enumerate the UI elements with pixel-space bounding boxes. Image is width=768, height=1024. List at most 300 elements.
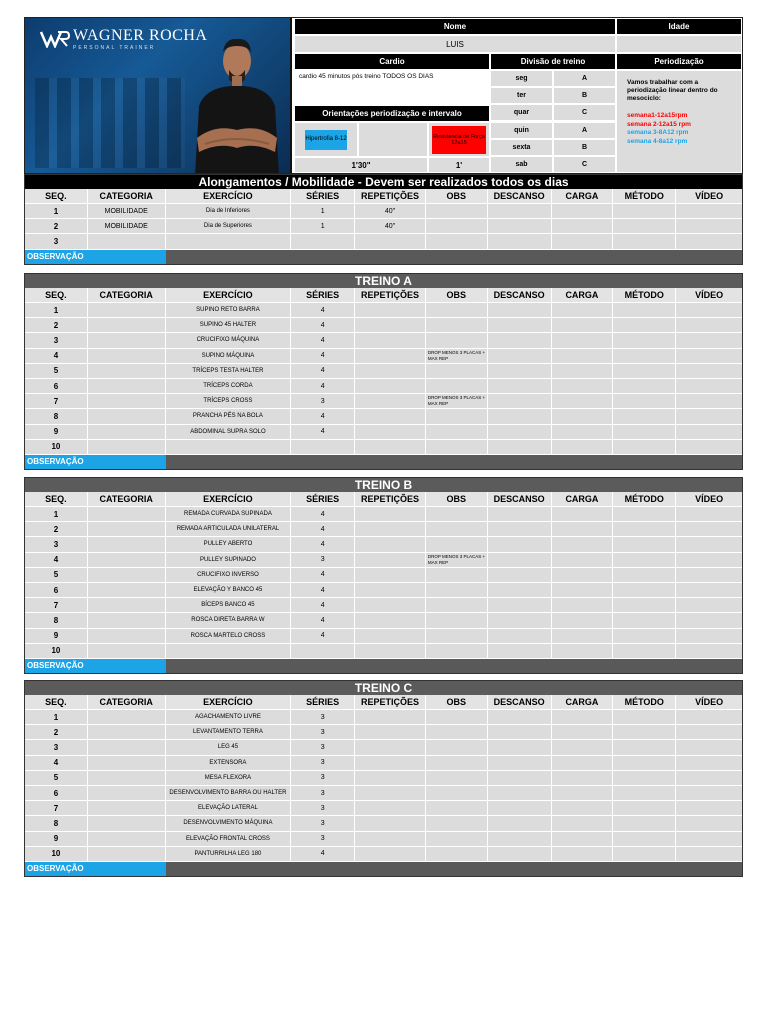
cell-obs[interactable] [426, 847, 488, 862]
division-day: sab [490, 156, 553, 173]
cell-exercise: ABDOMINAL SUPRA SOLO [166, 425, 292, 440]
cell-obs[interactable] [426, 740, 488, 755]
cell-method[interactable] [613, 816, 676, 831]
cell-obs[interactable] [426, 613, 488, 628]
cell-video[interactable] [676, 816, 742, 831]
cell-category [88, 349, 166, 364]
cell-obs[interactable] [426, 537, 488, 552]
table-row [25, 537, 742, 552]
cell-method[interactable] [613, 568, 676, 583]
cell-obs[interactable] [426, 568, 488, 583]
division-plan: A [553, 70, 616, 87]
division-day: quar [490, 104, 553, 121]
cell-obs[interactable] [426, 816, 488, 831]
cell-seq: 8 [25, 816, 88, 831]
cell-rest[interactable] [488, 440, 552, 455]
cell-load[interactable] [552, 756, 614, 771]
cell-video[interactable] [676, 379, 742, 394]
cell-reps[interactable] [355, 832, 426, 847]
cell-sets: 4 [291, 522, 355, 537]
training-table [24, 680, 743, 877]
column-header-load: CARGA [552, 492, 614, 507]
cell-obs[interactable]: DROP MENOS 3 PLACAS + MAX REP [426, 394, 488, 409]
cell-rest[interactable] [488, 379, 552, 394]
cell-reps[interactable] [355, 771, 426, 786]
cell-seq: 1 [25, 710, 88, 725]
cell-reps[interactable] [355, 847, 426, 862]
observation-row [25, 862, 742, 876]
cell-obs[interactable] [426, 786, 488, 801]
column-header-obs: OBS [426, 695, 488, 710]
cell-load[interactable] [552, 771, 614, 786]
cell-load[interactable] [552, 832, 614, 847]
cell-rest[interactable] [488, 786, 552, 801]
cardio-text: cardio 45 minutos pós treino TODOS OS DIAS [294, 70, 490, 105]
cell-exercise: PULLEY ABERTO [166, 537, 292, 552]
column-header-obs: OBS [426, 492, 488, 507]
table-row [25, 394, 742, 409]
cell-video[interactable] [676, 522, 742, 537]
cell-load[interactable] [552, 440, 614, 455]
cell-category [88, 522, 166, 537]
cell-seq: 1 [25, 204, 88, 219]
observation-label: OBSERVAÇÃO [25, 862, 166, 876]
table-row [25, 318, 742, 333]
table-row [25, 333, 742, 348]
age-value[interactable] [616, 35, 742, 53]
cell-rest[interactable] [488, 349, 552, 364]
cell-load[interactable] [552, 568, 614, 583]
column-header-reps: REPETIÇÕES [355, 288, 426, 303]
cell-load[interactable] [552, 801, 614, 816]
cell-load[interactable] [552, 234, 614, 249]
cell-rest[interactable] [488, 234, 552, 249]
cell-reps[interactable]: 40" [355, 219, 426, 234]
cell-reps[interactable] [355, 740, 426, 755]
periodization-intro: Vamos trabalhar com a periodização linear dentro do mesociclo: [627, 79, 718, 102]
cell-video[interactable] [676, 771, 742, 786]
cell-video[interactable] [676, 832, 742, 847]
cell-category [88, 394, 166, 409]
cell-video[interactable] [676, 598, 742, 613]
cell-method[interactable] [613, 553, 676, 568]
cell-category [88, 725, 166, 740]
cell-method[interactable] [613, 364, 676, 379]
cell-video[interactable] [676, 725, 742, 740]
column-header-category: CATEGORIA [88, 695, 166, 710]
cell-obs[interactable] [426, 598, 488, 613]
cell-rest[interactable] [488, 204, 552, 219]
cell-method[interactable] [613, 786, 676, 801]
cell-sets: 3 [291, 394, 355, 409]
cell-rest[interactable] [488, 507, 552, 522]
cell-method[interactable] [613, 234, 676, 249]
cell-exercise: Dia de Superiores [166, 219, 292, 234]
cell-rest[interactable] [488, 425, 552, 440]
cell-obs[interactable] [426, 440, 488, 455]
cell-method[interactable] [613, 629, 676, 644]
cell-rest[interactable] [488, 568, 552, 583]
cell-obs[interactable] [426, 333, 488, 348]
cell-reps[interactable] [355, 303, 426, 318]
cell-method[interactable] [613, 537, 676, 552]
cell-load[interactable] [552, 364, 614, 379]
cell-obs[interactable] [426, 801, 488, 816]
cell-obs[interactable] [426, 710, 488, 725]
cell-video[interactable] [676, 507, 742, 522]
name-value[interactable]: LUIS [294, 35, 616, 53]
cell-obs[interactable] [426, 629, 488, 644]
division-day: sexta [490, 139, 553, 156]
cell-method[interactable] [613, 725, 676, 740]
cell-load[interactable] [552, 219, 614, 234]
observation-row [25, 455, 742, 469]
cell-reps[interactable] [355, 568, 426, 583]
cell-sets: 4 [291, 333, 355, 348]
cell-reps[interactable] [355, 333, 426, 348]
cell-method[interactable] [613, 598, 676, 613]
cell-reps[interactable] [355, 786, 426, 801]
cell-exercise: Dia de Inferiores [166, 204, 292, 219]
cell-category [88, 333, 166, 348]
cell-obs[interactable] [426, 379, 488, 394]
cell-video[interactable] [676, 740, 742, 755]
cell-obs[interactable] [426, 318, 488, 333]
cell-video[interactable] [676, 303, 742, 318]
cell-exercise: SUPINO MÁQUINA [166, 349, 292, 364]
table-row [25, 725, 742, 740]
cell-video[interactable] [676, 613, 742, 628]
table-row [25, 710, 742, 725]
cell-obs[interactable] [426, 425, 488, 440]
column-header-seq: SEQ. [25, 695, 88, 710]
cell-sets: 4 [291, 379, 355, 394]
cell-category [88, 816, 166, 831]
cell-reps[interactable] [355, 553, 426, 568]
cell-load[interactable] [552, 507, 614, 522]
cell-reps[interactable] [355, 644, 426, 659]
cell-reps[interactable] [355, 394, 426, 409]
weeks-list [627, 112, 691, 146]
cell-reps[interactable] [355, 583, 426, 598]
cell-reps[interactable] [355, 598, 426, 613]
cell-method[interactable] [613, 440, 676, 455]
cell-reps[interactable] [355, 725, 426, 740]
table-row [25, 832, 742, 847]
cell-obs[interactable] [426, 409, 488, 424]
cell-rest[interactable] [488, 801, 552, 816]
cell-exercise: DESENVOLVIMENTO BARRA OU HALTER [166, 786, 292, 801]
cell-method[interactable] [613, 333, 676, 348]
cell-rest[interactable] [488, 756, 552, 771]
cell-reps[interactable] [355, 364, 426, 379]
cell-obs[interactable]: DROP MENOS 3 PLACAS + MAX REP [426, 553, 488, 568]
cell-method[interactable] [613, 583, 676, 598]
cell-load[interactable] [552, 425, 614, 440]
cell-category [88, 598, 166, 613]
cell-load[interactable] [552, 409, 614, 424]
cell-sets: 4 [291, 847, 355, 862]
division-plan: B [553, 139, 616, 156]
cell-obs[interactable] [426, 219, 488, 234]
cell-method[interactable] [613, 832, 676, 847]
cell-sets: 4 [291, 598, 355, 613]
cell-rest[interactable] [488, 537, 552, 552]
cell-obs[interactable]: DROP MENOS 3 PLACAS + MAX REP [426, 349, 488, 364]
cell-seq: 1 [25, 303, 88, 318]
cell-rest[interactable] [488, 583, 552, 598]
cell-video[interactable] [676, 629, 742, 644]
cell-method[interactable] [613, 801, 676, 816]
cell-load[interactable] [552, 629, 614, 644]
cell-video[interactable] [676, 425, 742, 440]
cell-rest[interactable] [488, 522, 552, 537]
cell-reps[interactable]: 40" [355, 204, 426, 219]
cell-rest[interactable] [488, 364, 552, 379]
cell-method[interactable] [613, 644, 676, 659]
cell-sets: 3 [291, 553, 355, 568]
cell-exercise: SUPINO RETO BARRA [166, 303, 292, 318]
cell-video[interactable] [676, 801, 742, 816]
cell-sets: 3 [291, 801, 355, 816]
cell-method[interactable] [613, 409, 676, 424]
cell-rest[interactable] [488, 832, 552, 847]
table-row [25, 786, 742, 801]
cell-reps[interactable] [355, 629, 426, 644]
gym-background [35, 78, 185, 168]
cell-load[interactable] [552, 598, 614, 613]
cell-method[interactable] [613, 771, 676, 786]
cell-load[interactable] [552, 522, 614, 537]
cell-reps[interactable] [355, 379, 426, 394]
cell-method[interactable] [613, 756, 676, 771]
cell-method[interactable] [613, 740, 676, 755]
cell-sets [291, 644, 355, 659]
cell-obs[interactable] [426, 234, 488, 249]
cell-rest[interactable] [488, 219, 552, 234]
cell-load[interactable] [552, 816, 614, 831]
cell-seq: 6 [25, 379, 88, 394]
cell-exercise: LEVANTAMENTO TERRA [166, 725, 292, 740]
cell-load[interactable] [552, 725, 614, 740]
cell-load[interactable] [552, 537, 614, 552]
cell-video[interactable] [676, 537, 742, 552]
cell-method[interactable] [613, 425, 676, 440]
cell-reps[interactable] [355, 801, 426, 816]
cell-video[interactable] [676, 364, 742, 379]
cell-category [88, 379, 166, 394]
column-header-rest: DESCANSO [488, 695, 552, 710]
cell-method[interactable] [613, 710, 676, 725]
cell-exercise: ROSCA MARTELO CROSS [166, 629, 292, 644]
cell-reps[interactable] [355, 440, 426, 455]
cell-category [88, 629, 166, 644]
cell-sets: 1 [291, 204, 355, 219]
cell-video[interactable] [676, 333, 742, 348]
cell-sets: 3 [291, 786, 355, 801]
cell-video[interactable] [676, 847, 742, 862]
cell-rest[interactable] [488, 394, 552, 409]
cell-seq: 10 [25, 440, 88, 455]
cell-video[interactable] [676, 394, 742, 409]
table-row [25, 644, 742, 659]
cell-rest[interactable] [488, 740, 552, 755]
cell-load[interactable] [552, 786, 614, 801]
column-header-exercise: EXERCÍCIO [166, 695, 292, 710]
division-plan: C [553, 156, 616, 173]
cell-video[interactable] [676, 710, 742, 725]
table-row [25, 349, 742, 364]
cell-reps[interactable] [355, 409, 426, 424]
cell-seq: 9 [25, 629, 88, 644]
cell-load[interactable] [552, 847, 614, 862]
cell-method[interactable] [613, 613, 676, 628]
cell-obs[interactable] [426, 303, 488, 318]
cell-method[interactable] [613, 847, 676, 862]
cell-reps[interactable] [355, 756, 426, 771]
brand-logo-icon [40, 30, 70, 48]
cell-rest[interactable] [488, 629, 552, 644]
cell-method[interactable] [613, 219, 676, 234]
cell-rest[interactable] [488, 333, 552, 348]
division-label: Divisão de treino [490, 53, 616, 70]
cell-rest[interactable] [488, 725, 552, 740]
cell-reps[interactable] [355, 318, 426, 333]
observation-field[interactable] [166, 862, 742, 876]
cell-load[interactable] [552, 710, 614, 725]
cell-load[interactable] [552, 318, 614, 333]
cell-method[interactable] [613, 349, 676, 364]
cell-rest[interactable] [488, 710, 552, 725]
cell-reps[interactable] [355, 537, 426, 552]
cell-sets: 3 [291, 740, 355, 755]
cell-video[interactable] [676, 219, 742, 234]
cell-obs[interactable] [426, 507, 488, 522]
cell-exercise [166, 644, 292, 659]
cell-obs[interactable] [426, 522, 488, 537]
cell-obs[interactable] [426, 771, 488, 786]
cell-rest[interactable] [488, 771, 552, 786]
cell-video[interactable] [676, 440, 742, 455]
cell-sets [291, 440, 355, 455]
cell-sets: 4 [291, 568, 355, 583]
periodization-week: semana 4-8a12 rpm [627, 137, 688, 145]
cell-video[interactable] [676, 234, 742, 249]
cell-load[interactable] [552, 204, 614, 219]
cell-reps[interactable] [355, 507, 426, 522]
cell-load[interactable] [552, 613, 614, 628]
cell-reps[interactable] [355, 613, 426, 628]
cell-rest[interactable] [488, 318, 552, 333]
periodization-label: Periodização [616, 53, 742, 70]
cell-reps[interactable] [355, 425, 426, 440]
cell-rest[interactable] [488, 409, 552, 424]
cell-reps[interactable] [355, 816, 426, 831]
cell-reps[interactable] [355, 234, 426, 249]
cell-video[interactable] [676, 756, 742, 771]
cell-obs[interactable] [426, 364, 488, 379]
column-header-rest: DESCANSO [488, 288, 552, 303]
cell-rest[interactable] [488, 598, 552, 613]
cell-load[interactable] [552, 379, 614, 394]
cell-method[interactable] [613, 379, 676, 394]
cell-method[interactable] [613, 303, 676, 318]
cell-load[interactable] [552, 349, 614, 364]
cell-obs[interactable] [426, 644, 488, 659]
cell-sets: 3 [291, 832, 355, 847]
cell-video[interactable] [676, 644, 742, 659]
column-header-video: VÍDEO [676, 695, 742, 710]
observation-field[interactable] [166, 659, 742, 673]
cell-exercise: PULLEY SUPINADO [166, 553, 292, 568]
cell-load[interactable] [552, 583, 614, 598]
cell-method[interactable] [613, 394, 676, 409]
cell-exercise: TRÍCEPS CROSS [166, 394, 292, 409]
table-row [25, 364, 742, 379]
cell-video[interactable] [676, 204, 742, 219]
cell-reps[interactable] [355, 710, 426, 725]
periodization-week: semana 2-12a15 rpm [627, 120, 691, 128]
cell-video[interactable] [676, 318, 742, 333]
cell-video[interactable] [676, 409, 742, 424]
observation-field[interactable] [166, 250, 742, 264]
cell-video[interactable] [676, 553, 742, 568]
cell-method[interactable] [613, 204, 676, 219]
table-row [25, 425, 742, 440]
table-row [25, 234, 742, 249]
cell-rest[interactable] [488, 847, 552, 862]
rest-value-a: 1'30" [294, 157, 428, 173]
cell-rest[interactable] [488, 816, 552, 831]
cell-obs[interactable] [426, 583, 488, 598]
cell-load[interactable] [552, 740, 614, 755]
cell-video[interactable] [676, 786, 742, 801]
cell-method[interactable] [613, 318, 676, 333]
cell-reps[interactable] [355, 349, 426, 364]
section-title: TREINO C [25, 681, 742, 695]
table-row [25, 583, 742, 598]
cell-rest[interactable] [488, 644, 552, 659]
cell-method[interactable] [613, 507, 676, 522]
observation-field[interactable] [166, 455, 742, 469]
cell-video[interactable] [676, 583, 742, 598]
cell-method[interactable] [613, 522, 676, 537]
cell-obs[interactable] [426, 204, 488, 219]
cell-load[interactable] [552, 644, 614, 659]
cell-video[interactable] [676, 568, 742, 583]
cell-seq: 7 [25, 394, 88, 409]
cell-category [88, 613, 166, 628]
cell-exercise: BÍCEPS BANCO 45 [166, 598, 292, 613]
cell-reps[interactable] [355, 522, 426, 537]
division-day: ter [490, 87, 553, 104]
cell-load[interactable] [552, 333, 614, 348]
cell-obs[interactable] [426, 832, 488, 847]
cell-rest[interactable] [488, 553, 552, 568]
cell-load[interactable] [552, 394, 614, 409]
cell-obs[interactable] [426, 756, 488, 771]
cell-rest[interactable] [488, 303, 552, 318]
cell-load[interactable] [552, 303, 614, 318]
cell-seq: 4 [25, 756, 88, 771]
cell-obs[interactable] [426, 725, 488, 740]
cell-load[interactable] [552, 553, 614, 568]
cell-rest[interactable] [488, 613, 552, 628]
column-header-category: CATEGORIA [88, 288, 166, 303]
cell-seq: 10 [25, 644, 88, 659]
cell-seq: 3 [25, 537, 88, 552]
cell-video[interactable] [676, 349, 742, 364]
